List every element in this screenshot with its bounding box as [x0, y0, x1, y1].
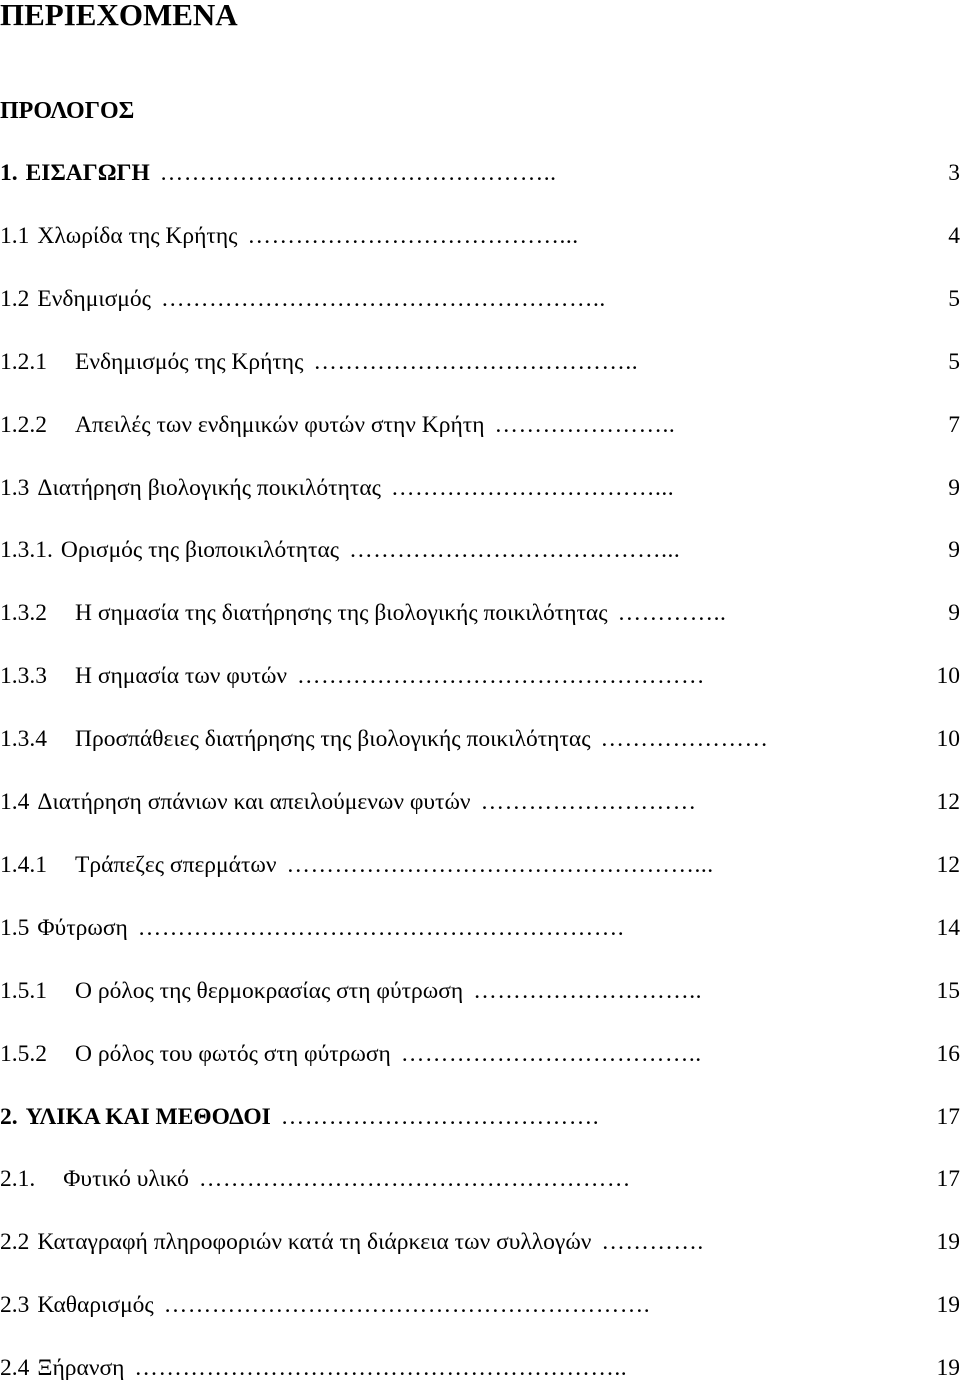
toc-entry-number: 1.3.4 [0, 726, 47, 753]
toc-leader-dots: ……………………………….. [400, 1040, 702, 1067]
toc-entry[interactable] [0, 535, 960, 565]
toc-entry-title [0, 347, 303, 377]
toc-entry-number: 1.1 [0, 222, 30, 249]
toc-entry-page: 12 [936, 789, 960, 815]
toc-entry-text: Ο ρόλος της θερμοκρασίας στη φύτρωση [75, 977, 464, 1004]
toc-entry-page: 17 [936, 1103, 960, 1130]
toc-entry-page: 17 [936, 1166, 960, 1193]
toc-entry-text: Καταγραφή πληροφοριών κατά τη διάρκεια των συλλογών [37, 1229, 592, 1256]
toc-entry-text: Ο ρόλος του φωτός στη φύτρωση [75, 1040, 391, 1067]
toc-entry-text: Διατήρηση σπάνιων και απειλούμενων φυτών [37, 789, 471, 815]
toc-entry-page: 7 [948, 411, 960, 438]
toc-entry-page: 14 [936, 914, 960, 941]
toc-leader-dots: ………………………………….. [313, 348, 639, 375]
toc-leader-dots: ……………………………... [390, 474, 675, 501]
toc-entry-number: 1. [0, 160, 18, 186]
toc-leader-dots: ……………………….. [473, 977, 702, 1004]
toc-entry[interactable] [0, 661, 960, 691]
toc-entry-number: 1.2.2 [0, 411, 47, 438]
toc-entry-page: 10 [936, 663, 960, 690]
toc-entry-page: 9 [948, 474, 960, 501]
toc-entry[interactable] [0, 913, 960, 943]
toc-entry-page: 15 [936, 977, 960, 1004]
toc-entry-title [0, 598, 608, 628]
toc-entry-title [0, 913, 128, 943]
toc-leader-dots: ……………………………………………... [286, 851, 714, 878]
toc-entry[interactable] [0, 787, 960, 817]
toc-entry-number: 1.4 [0, 789, 30, 815]
toc-entry-title [0, 850, 276, 880]
toc-entry-page: 19 [936, 1229, 960, 1256]
toc-leader-dots: …………………………………………… [297, 663, 706, 690]
toc-entry[interactable] [0, 221, 960, 251]
toc-entry-title [0, 158, 150, 188]
toc-entry-number: 1.2.1 [0, 348, 47, 375]
toc-entry-number: 1.5.1 [0, 977, 47, 1004]
toc-entry-page: 9 [948, 600, 960, 627]
toc-entry[interactable] [0, 158, 960, 188]
toc-leader-dots: ………………….. [494, 411, 676, 438]
toc-entry-number: 1.3.1. [0, 537, 53, 564]
toc-entry-title [0, 473, 381, 503]
toc-leader-dots: …………………………………………………….. [134, 1355, 628, 1382]
toc-entry-page: 5 [948, 285, 960, 312]
toc-leader-dots: ………….. [617, 600, 727, 627]
toc-entry-title [0, 1039, 391, 1069]
toc-leader-dots: ………………………………………….. [159, 160, 557, 186]
toc-leader-dots: …………. [601, 1229, 704, 1256]
toc-leader-dots: ……………………………………………………. [163, 1292, 651, 1319]
prologue-heading[interactable]: ΠΡΟΛΟΓΟΣ [0, 98, 135, 124]
toc-leader-dots: ………………… [600, 726, 769, 753]
toc-entry-text: Ξήρανση [37, 1355, 125, 1382]
toc-entry-title [0, 1102, 271, 1132]
toc-entry-number: 1.3.3 [0, 663, 47, 690]
toc-entry-text: Η σημασία της διατήρησης της βιολογικής ποικιλότητας [75, 600, 608, 627]
toc-entry-number: 2.4 [0, 1355, 30, 1382]
toc-entry-page: 16 [936, 1040, 960, 1067]
toc-entry-title [0, 661, 287, 691]
toc-entry[interactable] [0, 724, 960, 754]
toc-entry-number: 1.3 [0, 474, 30, 501]
toc-leader-dots: ……………………………………………………. [137, 914, 625, 941]
toc-entry[interactable] [0, 850, 960, 880]
toc-entry-text: Διατήρηση βιολογικής ποικιλότητας [37, 474, 381, 501]
toc-entry-page: 10 [936, 726, 960, 753]
toc-entry-title [0, 976, 463, 1006]
toc-leader-dots: ……………………… [480, 789, 697, 815]
toc-entry-number: 1.3.2 [0, 600, 47, 627]
toc-entry-text: ΥΛΙΚΑ ΚΑΙ ΜΕΘΟΔΟΙ [25, 1103, 271, 1130]
toc-entry-number: 1.5.2 [0, 1040, 47, 1067]
toc-leader-dots: ……………………………………………… [198, 1166, 631, 1193]
toc-entry-text: Απειλές των ενδημικών φυτών στην Κρήτη [75, 411, 485, 438]
toc-leader-dots: …………………………………... [349, 537, 681, 564]
toc-entry-title [0, 1290, 154, 1320]
toc-entry-title [0, 724, 591, 754]
toc-entry[interactable] [0, 473, 960, 503]
toc-entry[interactable] [0, 976, 960, 1006]
toc-entry[interactable] [0, 1164, 960, 1194]
toc-entry-page: 9 [948, 537, 960, 564]
toc-entry-number: 1.4.1 [0, 851, 47, 878]
toc-entry-text: Προσπάθειες διατήρησης της βιολογικής ποικιλότητας [75, 726, 591, 753]
toc-entry-text: Καθαρισμός [37, 1292, 154, 1319]
toc-entry[interactable] [0, 598, 960, 628]
toc-entry-text: Η σημασία των φυτών [75, 663, 288, 690]
toc-entry-number: 1.5 [0, 914, 30, 941]
toc-entry-number: 2.2 [0, 1229, 30, 1256]
toc-entry-text: ΕΙΣΑΓΩΓΗ [25, 160, 150, 186]
toc-entry-page: 19 [936, 1355, 960, 1382]
toc-entry-text: Φυτικό υλικό [63, 1166, 189, 1193]
toc-entry-title [0, 787, 471, 817]
toc-entry-title [0, 535, 339, 565]
page-title: ΠΕΡΙΕΧΟΜΕΝΑ [0, 0, 238, 32]
toc-entry-number: 2.1. [0, 1166, 36, 1193]
toc-entry-title [0, 284, 151, 314]
toc-leader-dots: …………………………………... [247, 222, 579, 249]
toc-entry[interactable] [0, 1039, 960, 1069]
toc-entry-page: 19 [936, 1292, 960, 1319]
toc-leader-dots: …………………………………. [280, 1103, 600, 1130]
toc-entry-number: 2.3 [0, 1292, 30, 1319]
toc-entry-title [0, 1227, 591, 1257]
toc-entry[interactable] [0, 347, 960, 377]
toc-entry-page: 4 [948, 222, 960, 249]
toc-entry-text: Φύτρωση [37, 914, 128, 941]
toc-entry-text: Ενδημισμός της Κρήτης [75, 348, 304, 375]
toc-entry-page: 5 [948, 348, 960, 375]
toc-entry-text: Ορισμός της βιοποικιλότητας [60, 537, 340, 564]
toc-entry[interactable] [0, 1227, 960, 1257]
toc-entry-text: Χλωρίδα της Κρήτης [37, 222, 238, 249]
toc-entry[interactable] [0, 410, 960, 440]
toc-entry-page: 12 [936, 851, 960, 878]
toc-entry-title [0, 410, 485, 440]
toc-entry-text: Τράπεζες σπερμάτων [75, 851, 277, 878]
toc-entry-page: 3 [948, 160, 960, 186]
toc-entry-number: 1.2 [0, 285, 30, 312]
toc-leader-dots: ……………………………………………….. [160, 285, 606, 312]
toc-entry[interactable] [0, 284, 960, 314]
toc-entry-title [0, 1164, 189, 1194]
toc-entry-title [0, 221, 237, 251]
toc-entry[interactable] [0, 1102, 960, 1132]
toc-entry-number: 2. [0, 1103, 18, 1130]
toc-entry-text: Ενδημισμός [37, 285, 151, 312]
toc-entry[interactable] [0, 1290, 960, 1320]
